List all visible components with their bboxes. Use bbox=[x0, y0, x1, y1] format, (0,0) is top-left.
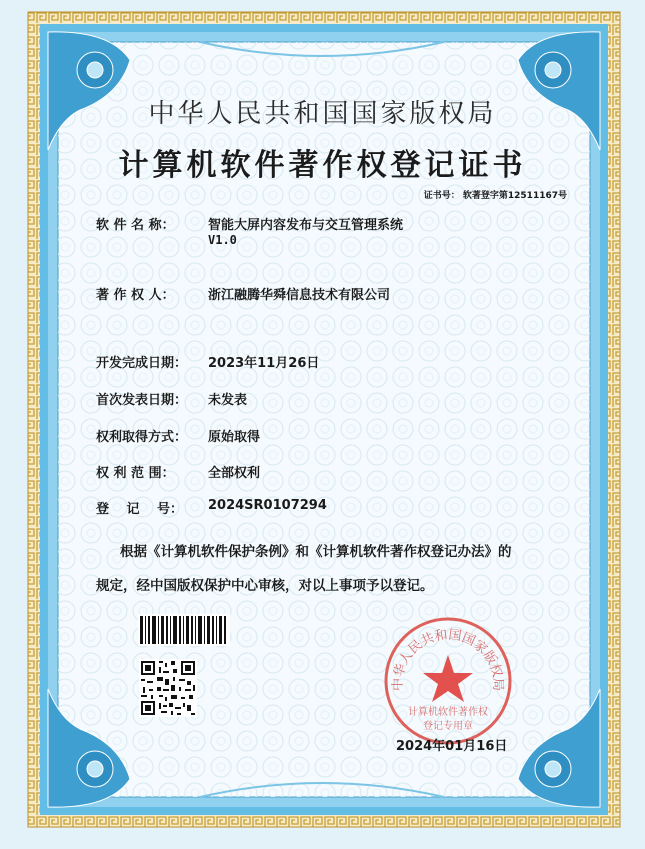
field-value: 浙江融腾华舜信息技术有限公司 bbox=[208, 288, 391, 303]
field-value: 2023年11月26日 bbox=[208, 356, 320, 371]
field-value: 未发表 bbox=[208, 393, 248, 408]
statement-line-2: 规定，经中国版权保护中心审核，对以上事项予以登记。 bbox=[96, 578, 434, 594]
field-label: 权利取得方式： bbox=[96, 430, 188, 445]
svg-text:中华人民共和国国家版权局: 中华人民共和国国家版权局 bbox=[390, 627, 506, 692]
certificate-number-label: 证书号： bbox=[423, 191, 460, 201]
certificate-number-value: 软著登字第12511167号 bbox=[462, 191, 567, 201]
field-rights-scope bbox=[96, 462, 260, 481]
field-label: 软 件 名 称： bbox=[96, 218, 175, 233]
certificate-number bbox=[424, 188, 567, 201]
svg-text:登记专用章: 登记专用章 bbox=[423, 721, 473, 732]
field-value: 全部权利 bbox=[208, 466, 261, 481]
field-label: 权 利 范 围： bbox=[96, 466, 175, 481]
field-label: 首次发表日期： bbox=[96, 393, 188, 408]
field-acquisition-method bbox=[96, 426, 260, 445]
field-label: 著 作 权 人： bbox=[96, 288, 175, 303]
field-copyright-owner bbox=[96, 284, 390, 303]
field-value: 2024SR0107294 bbox=[208, 498, 327, 513]
barcode bbox=[138, 614, 230, 646]
qr-code bbox=[139, 659, 197, 717]
issue-date: 2024年01月16日 bbox=[396, 739, 508, 754]
certificate-title: 计算机软件著作权登记证书 bbox=[118, 148, 527, 183]
field-label: 登 记 号： bbox=[96, 502, 184, 517]
field-first-publication-date bbox=[96, 389, 247, 408]
statement-line-1: 根据《计算机软件保护条例》和《计算机软件著作权登记办法》的 bbox=[120, 544, 512, 560]
svg-text:计算机软件著作权: 计算机软件著作权 bbox=[408, 707, 488, 718]
field-value: 智能大屏内容发布与交互管理系统 bbox=[208, 218, 404, 233]
official-seal bbox=[382, 615, 514, 747]
field-label: 开发完成日期： bbox=[96, 356, 188, 371]
field-value-version: V1.0 bbox=[208, 233, 237, 247]
field-completion-date bbox=[96, 352, 319, 371]
field-value: 原始取得 bbox=[208, 430, 261, 445]
field-software-name bbox=[96, 214, 403, 247]
field-registration-number bbox=[96, 498, 327, 517]
seal-star-icon bbox=[423, 655, 473, 702]
issuer-title: 中华人民共和国国家版权局 bbox=[148, 99, 497, 129]
